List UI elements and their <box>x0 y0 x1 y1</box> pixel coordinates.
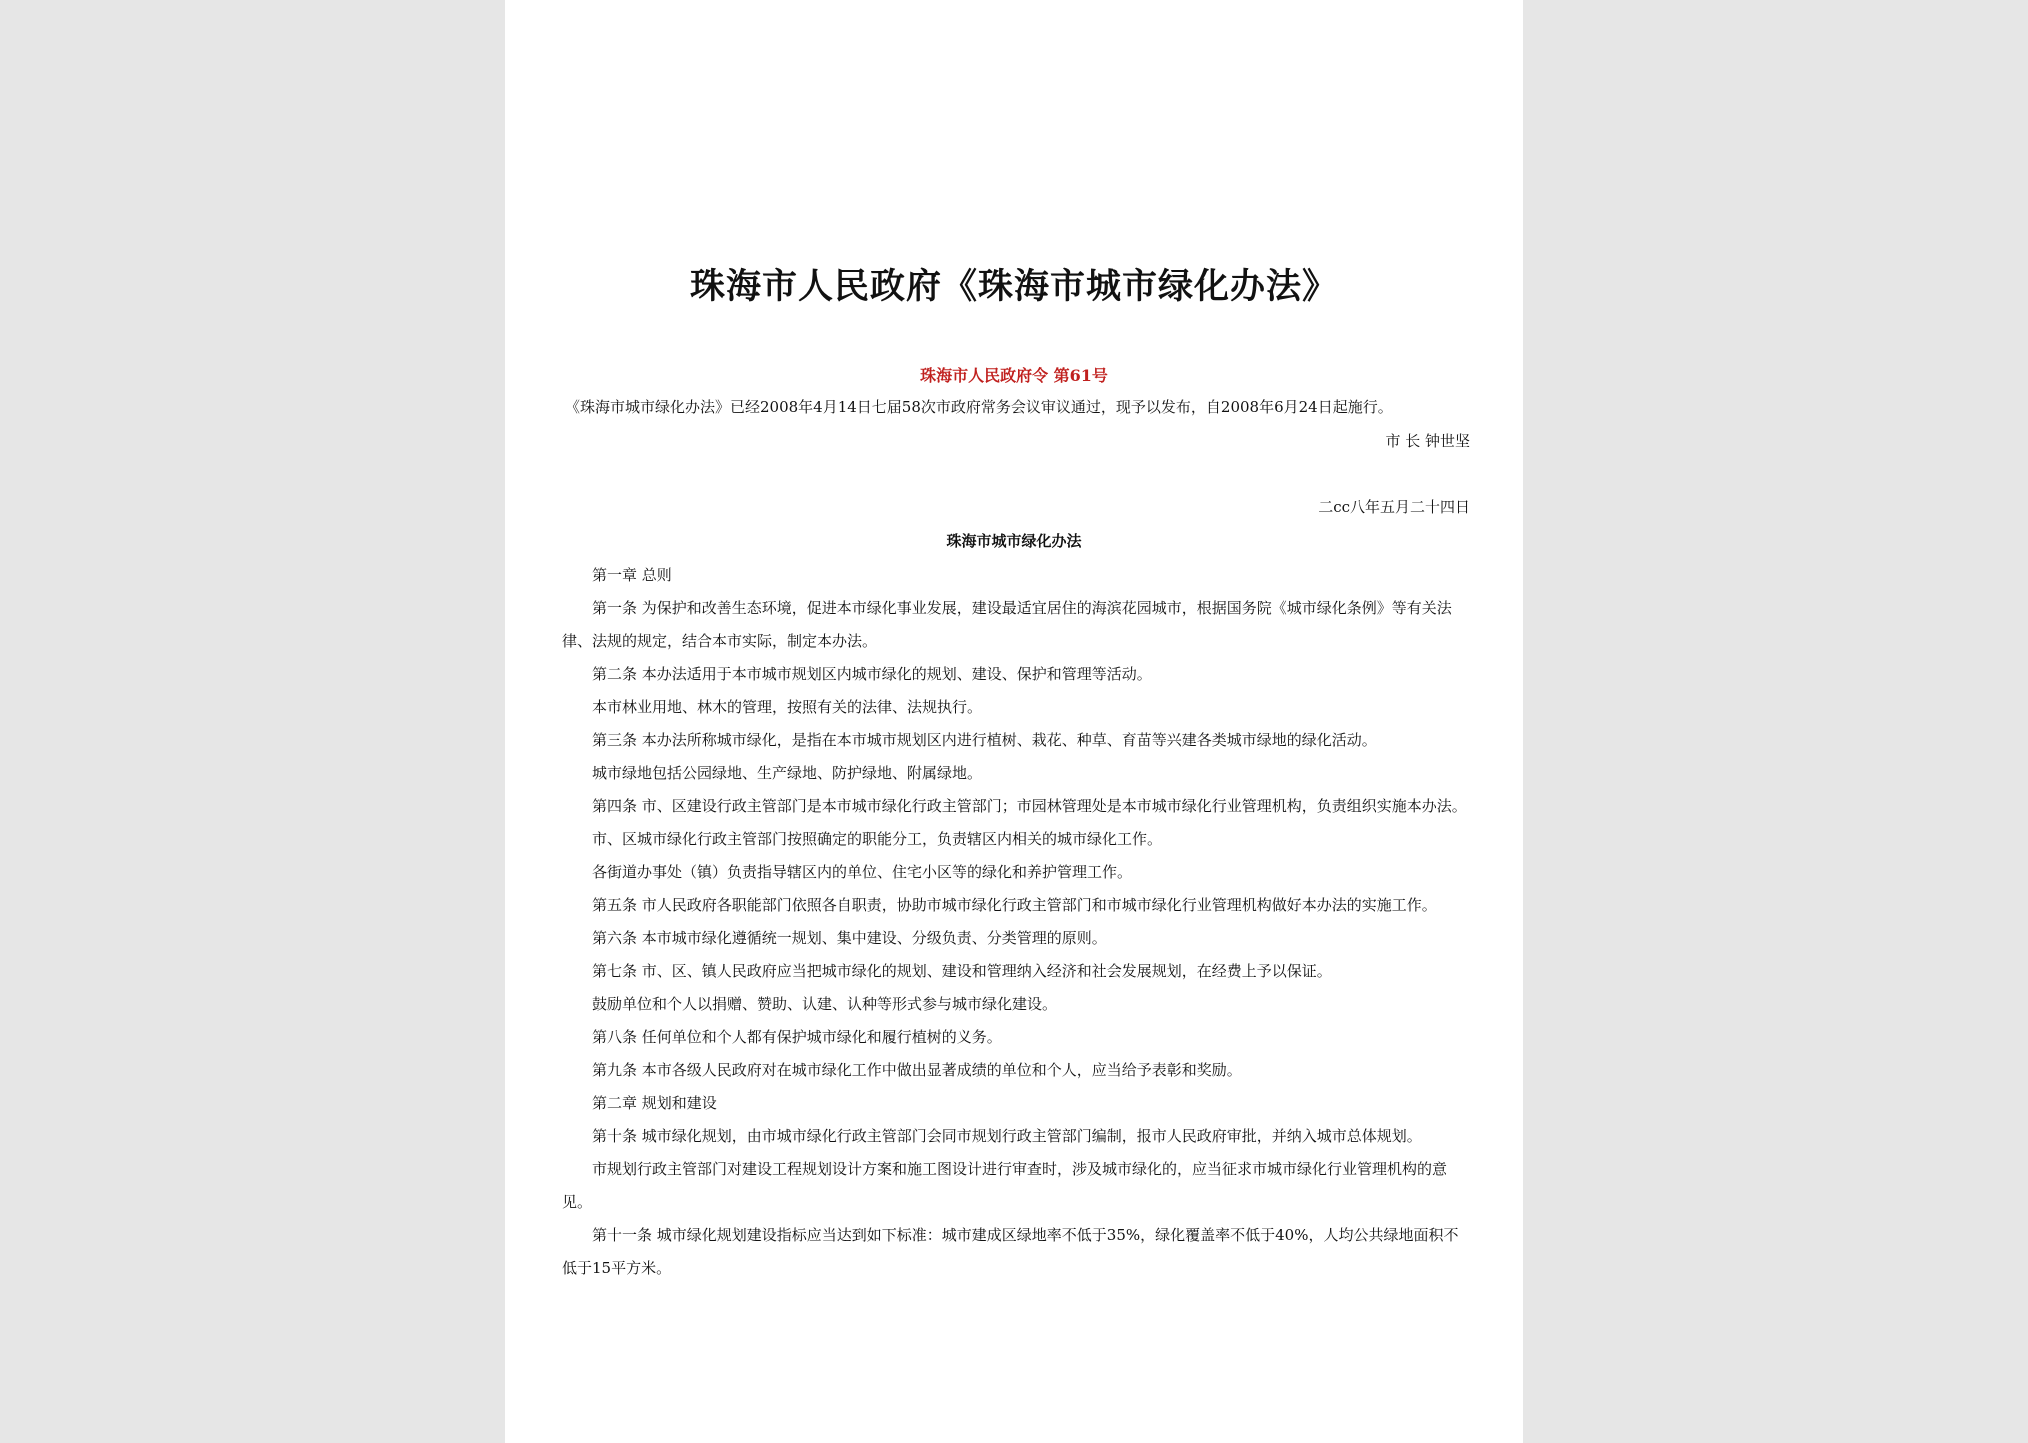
chapter-heading: 第一章 总则 <box>592 566 672 584</box>
issue-date: 二cc八年五月二十四日 <box>1318 498 1470 516</box>
article-paragraph: 各街道办事处（镇）负责指导辖区内的单位、住宅小区等的绿化和养护管理工作。 <box>592 863 1133 881</box>
article-paragraph: 第七条 市、区、镇人民政府应当把城市绿化的规划、建设和管理纳入经济和社会发展规划，在经费上予以保证。 <box>592 962 1332 980</box>
article-paragraph: 第八条 任何单位和个人都有保护城市绿化和履行植树的义务。 <box>592 1028 1002 1046</box>
article-paragraph: 本市林业用地、林木的管理，按照有关的法律、法规执行。 <box>592 698 983 716</box>
document-page <box>505 0 1523 1443</box>
chapter-heading: 第二章 规划和建设 <box>592 1094 717 1112</box>
article-paragraph: 第一条 为保护和改善生态环境，促进本市绿化事业发展，建设最适宜居住的海滨花园城市，根据国务院《城市绿化条例》等有关法律、法规的规定，结合本市实际，制定本办法。 <box>562 599 1452 650</box>
article-paragraph: 第五条 市人民政府各职能部门依照各自职责，协助市城市绿化行政主管部门和市城市绿化行业管理机构做好本办法的实施工作。 <box>592 896 1437 914</box>
article-paragraph: 第四条 市、区建设行政主管部门是本市城市绿化行政主管部门；市园林管理处是本市城市绿化行业管理机构，负责组织实施本办法。 <box>592 797 1467 815</box>
page-title: 珠海市人民政府《珠海市城市绿化办法》 <box>689 266 1338 307</box>
article-paragraph: 第三条 本办法所称城市绿化，是指在本市城市规划区内进行植树、栽花、种草、育苗等兴建各类城市绿地的绿化活动。 <box>592 731 1377 749</box>
article-paragraph: 第十条 城市绿化规划，由市城市绿化行政主管部门会同市规划行政主管部门编制，报市人民政府审批，并纳入城市总体规划。 <box>592 1127 1422 1145</box>
article-paragraph: 第二条 本办法适用于本市城市规划区内城市绿化的规划、建设、保护和管理等活动。 <box>592 665 1152 683</box>
decree-number: 珠海市人民政府令 第61号 <box>920 366 1108 385</box>
mayor-signature: 市 长 钟世坚 <box>1385 432 1470 450</box>
article-paragraph: 第六条 本市城市绿化遵循统一规划、集中建设、分级负责、分类管理的原则。 <box>592 929 1107 947</box>
article-paragraph: 市规划行政主管部门对建设工程规划设计方案和施工图设计进行审查时，涉及城市绿化的，应当征求市城市绿化行业管理机构的意见。 <box>562 1160 1448 1211</box>
regulation-title: 珠海市城市绿化办法 <box>946 532 1082 550</box>
article-paragraph: 第九条 本市各级人民政府对在城市绿化工作中做出显著成绩的单位和个人，应当给予表彰和奖励。 <box>592 1061 1242 1079</box>
article-paragraph: 城市绿地包括公园绿地、生产绿地、防护绿地、附属绿地。 <box>592 764 983 782</box>
promulgation-statement: 《珠海市城市绿化办法》已经2008年4月14日七届58次市政府常务会议审议通过，现予以发布，自2008年6月24日起施行。 <box>565 398 1393 416</box>
article-paragraph: 市、区城市绿化行政主管部门按照确定的职能分工，负责辖区内相关的城市绿化工作。 <box>592 830 1163 848</box>
article-paragraph: 鼓励单位和个人以捐赠、赞助、认建、认种等形式参与城市绿化建设。 <box>592 995 1058 1013</box>
regulation-body <box>562 559 1470 1285</box>
article-paragraph: 第十一条 城市绿化规划建设指标应当达到如下标准：城市建成区绿地率不低于35%，绿化覆盖率不低于40%，人均公共绿地面积不低于15平方米。 <box>562 1226 1459 1277</box>
